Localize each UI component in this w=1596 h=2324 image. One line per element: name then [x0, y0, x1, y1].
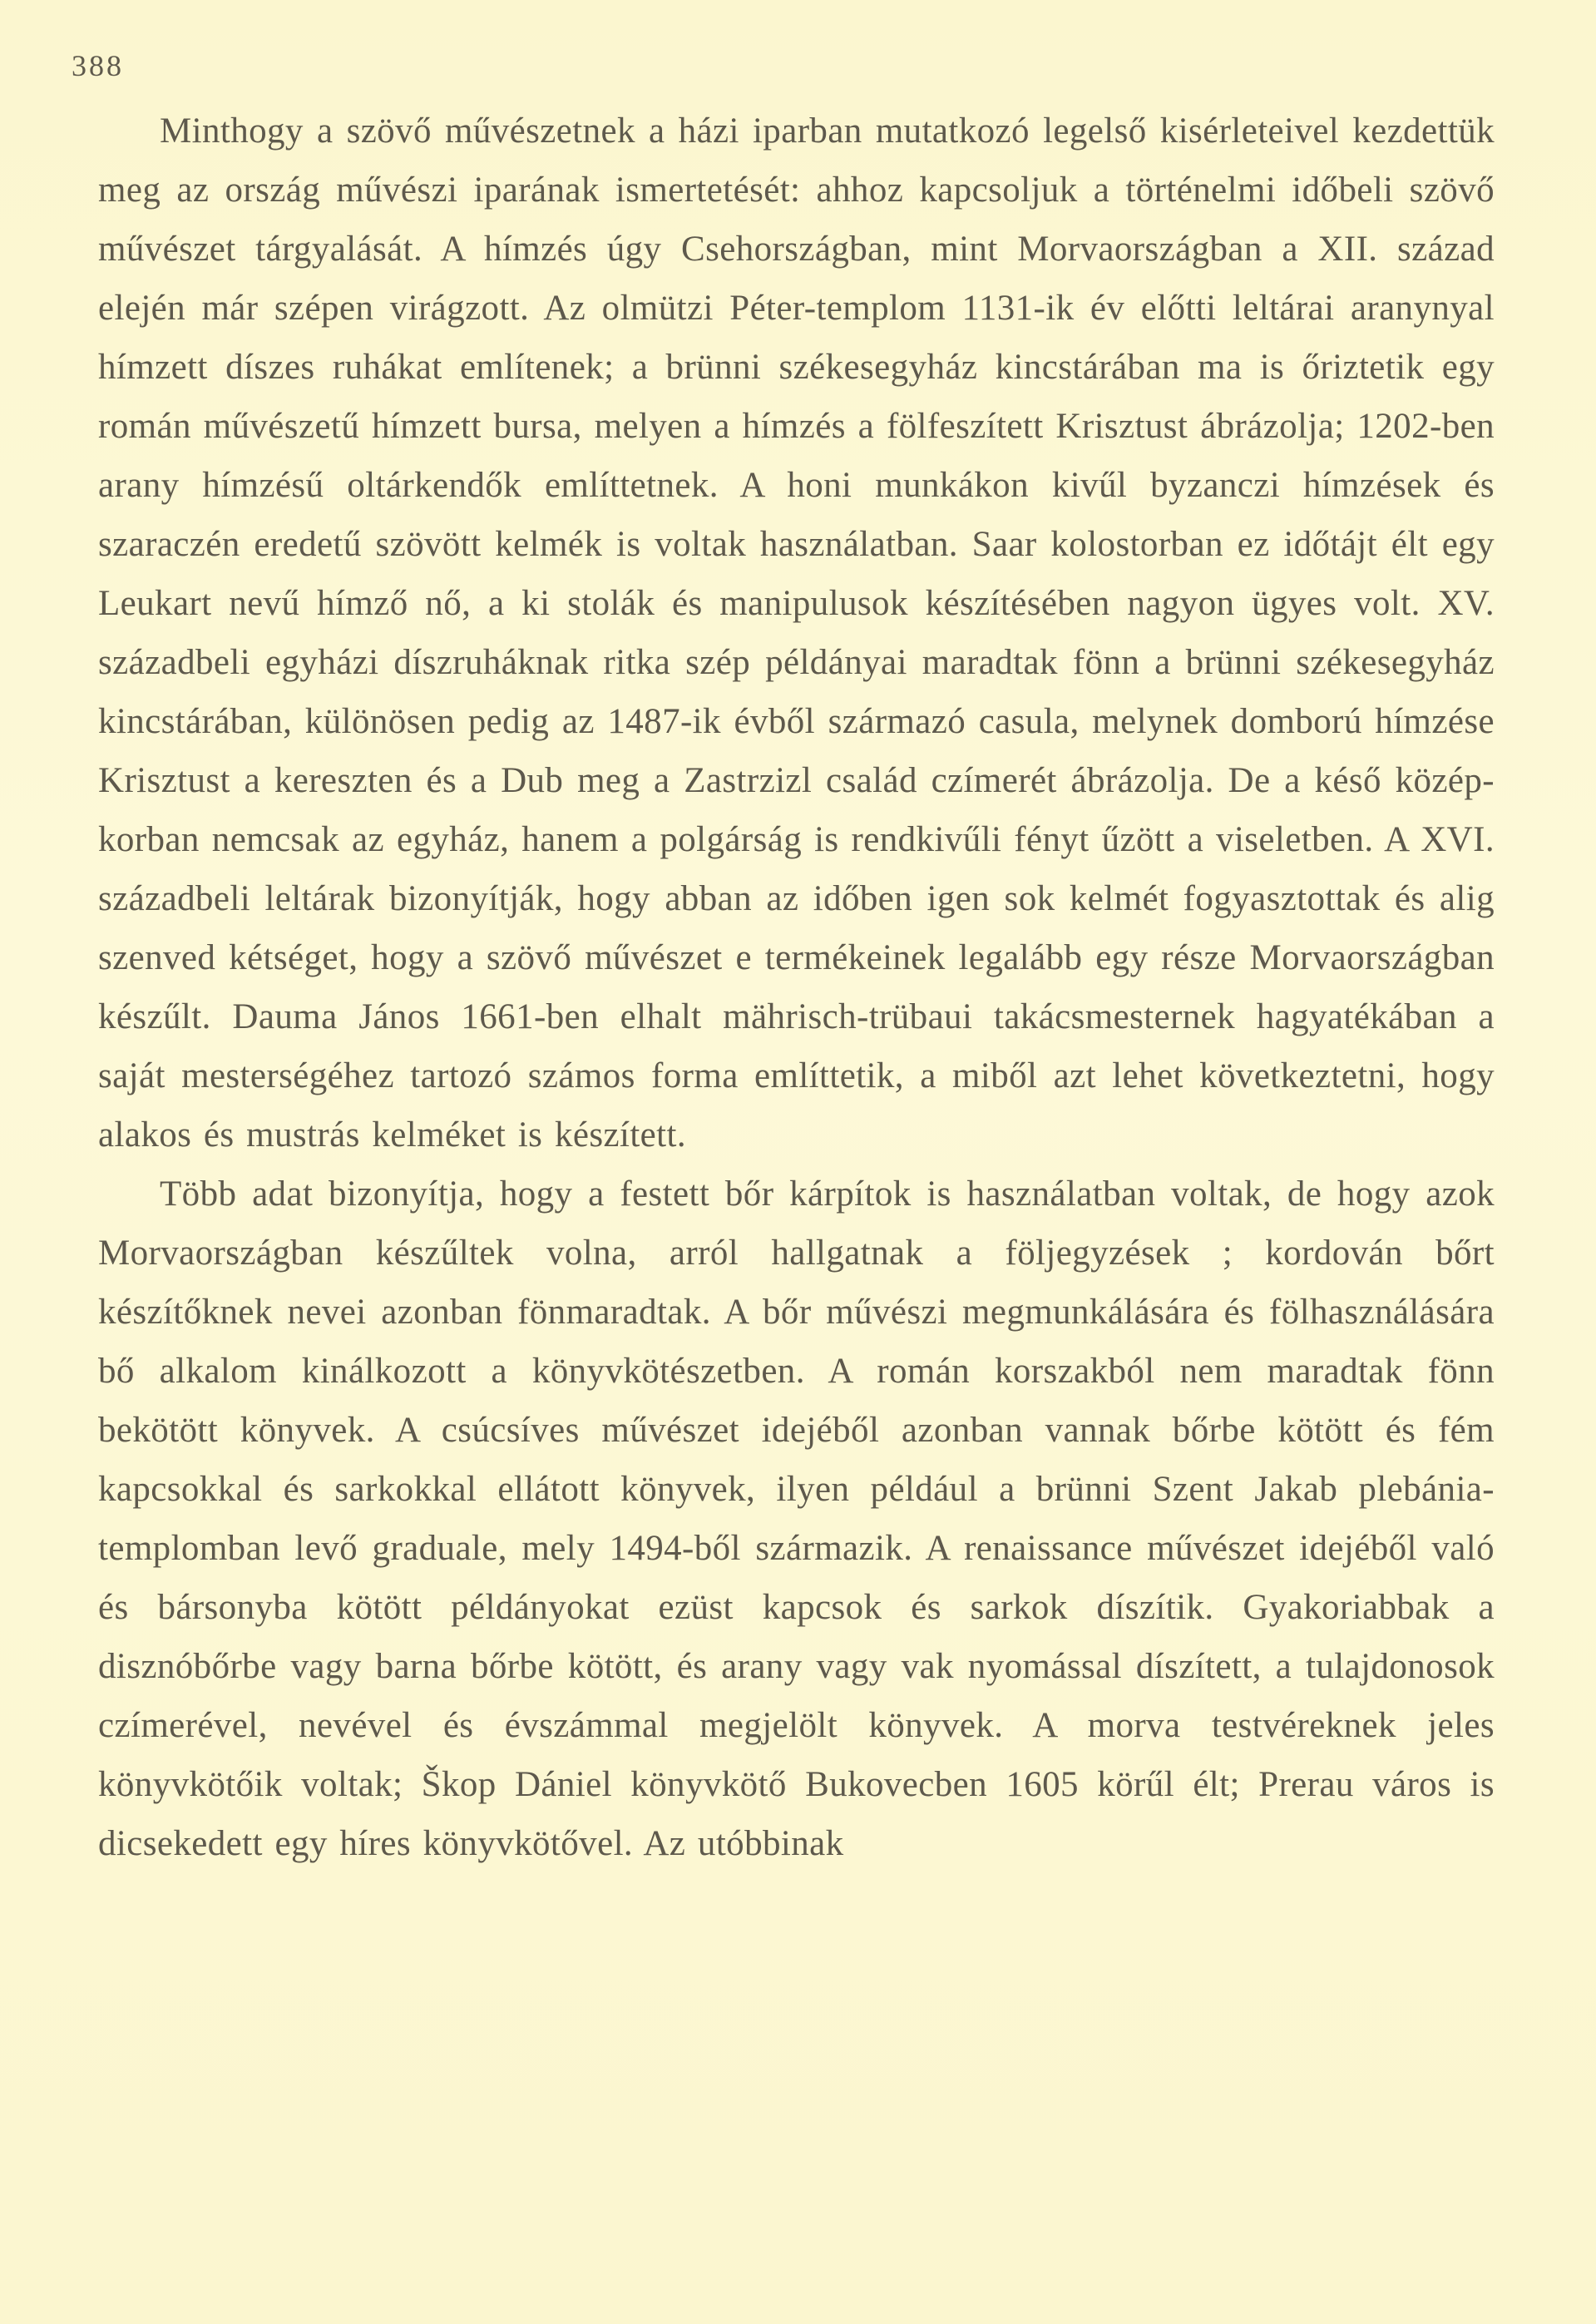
page-text-block	[98, 101, 1495, 1873]
body-paragraph: Több adat bizonyítja, hogy a festett bőr kárpítok is használatban voltak, de hogy azok Morvaországban készűltek volna, arról hallgatnak a följegyzések ; kordován bőrt készítőknek nevei azonban fönmaradtak. A bőr művészi megmunkálására és fölhasználására bő alkalom kinálkozott a könyvkötészetben. A román korszakból nem maradtak fönn bekötött könyvek. A csúcsíves művészet idejéből azonban vannak bőrbe kötött és fém kapcsokkal és sarkokkal ellátott könyvek, ilyen például a brünni Szent Jakab plebánia-templomban levő graduale, mely 1494-ből származik. A renaissance művészet idejéből való és bársonyba kötött példányokat ezüst kapcsok és sarkok díszítik. Gyakoriabbak a disznóbőrbe vagy barna bőrbe kötött, és arany vagy vak nyomással díszített, a tulajdonosok czímerével, nevével és évszámmal megjelölt könyvek. A morva testvéreknek jeles könyvkötőik voltak; Škop Dániel könyvkötő Bukovecben 1605 körűl élt; Prerau város is dicsekedett egy híres könyvkötővel. Az utóbbinak	[98, 1174, 1495, 1863]
page-number: 388	[72, 49, 124, 82]
body-paragraph: Minthogy a szövő művészetnek a házi iparban mutatkozó legelső kisérleteivel kezdettük meg az ország művészi iparának ismertetését: ahhoz kapcsoljuk a történelmi időbeli szövő művészet tárgyalását. A hímzés úgy Csehországban, mint Morvaországban a XII. század elején már szépen virágzott. Az olmützi Péter-templom 1131-ik év előtti leltárai aranynyal hímzett díszes ruhákat említenek; a brünni székesegyház kincstárában ma is őriztetik egy román művészetű hímzett bursa, melyen a hímzés a fölfeszített Krisztust ábrázolja; 1202-ben arany hímzésű oltárkendők említtetnek. A honi munkákon kivűl byzanczi hímzések és szaraczén eredetű szövött kelmék is voltak használatban. Saar kolostorban ez időtájt élt egy Leukart nevű hímző nő, a ki stolák és manipulusok készítésében nagyon ügyes volt. XV. századbeli egyházi díszruháknak ritka szép példányai maradtak fönn a brünni székesegyház kincstárában, különösen pedig az 1487-ik évből származó casula, melynek domború hímzése Krisztust a kereszten és a Dub meg a Zastrzizl család czímerét ábrázolja. De a késő közép-korban nemcsak az egyház, hanem a polgárság is rendkivűli fényt űzött a viseletben. A XVI. századbeli leltárak bizonyítják, hogy abban az időben igen sok kelmét fogyasztottak és alig szenved kétséget, hogy a szövő művészet e termékeinek legalább egy része Morvaországban készűlt. Dauma János 1661-ben elhalt mährisch-trübaui takácsmesternek hagyatékában a saját mesterségéhez tartozó számos forma említtetik, a miből azt lehet következtetni, hogy alakos és mustrás kelméket is készített.	[98, 111, 1495, 1155]
